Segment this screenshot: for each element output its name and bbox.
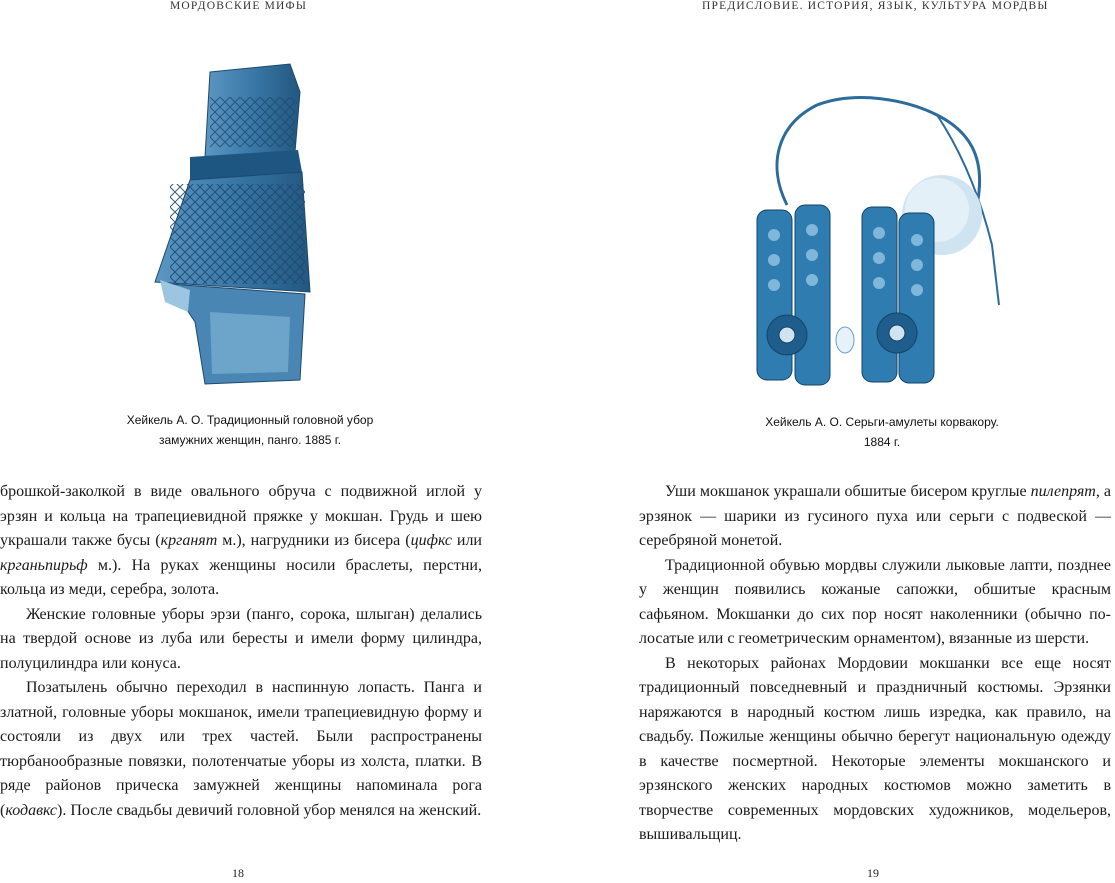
paragraph (0, 603, 482, 677)
paragraph (639, 480, 1111, 554)
text-run: или (451, 532, 482, 549)
text-run: м.), нагрудники из бисера ( (217, 532, 411, 549)
earrings-illustration (737, 95, 1027, 395)
running-head: МОРДОВСКИЕ МИФЫ (170, 0, 308, 12)
right-page (557, 0, 1115, 883)
italic-term: цифкс (410, 532, 452, 549)
text-run: Позатылень обычно переходил в наспинную лопасть. Панга и златной, головные уборы мокшанок, имели трапециевидную форму и состояли из двух или трех частей. Были распространены тюрбанообразные повязки, полотенчатые уборы из холста, платки. В ряде районов прическа замужней женщины напоминала рога ( (0, 679, 482, 819)
italic-term: крганьпирьф (0, 556, 88, 574)
text-run: Женские головные уборы эрзи (панго, сорока, шлыган) делались на твердой основе из луба или бересты и имели форму цилиндра, полуцилиндра или конуса. (0, 605, 482, 672)
page-number: 18 (232, 866, 244, 880)
caption-line-2: 1884 г. (863, 435, 901, 449)
running-head: ПРЕДИСЛОВИЕ. ИСТОРИЯ, ЯЗЫК, КУЛЬТУРА МОРДВЫ (702, 0, 1049, 12)
paragraph (0, 480, 482, 603)
paragraph (639, 652, 1111, 848)
headdress-panga-image (150, 62, 315, 392)
italic-term: пилепрят (1030, 483, 1096, 500)
caption-line-1: Хейкель А. О. Серьги-амулеты корвакору. (765, 415, 999, 429)
text-run: , а эрзянок — шарики из гусиного пуха или серьги с подвеской — серебряной монетой. (639, 483, 1111, 549)
figure-caption (737, 412, 1027, 452)
text-run: м.). На руках женщины носили браслеты, перстни, кольца из меди, серебра, золота. (0, 556, 482, 598)
page-number: 19 (867, 866, 879, 880)
text-run: Традиционной обувью мордвы служили лыковые лапти, позднее у женщин появились кожаные сапожки, обшитые красным сафьяном. Мокшанки до сих пор носят наколенники (обычно полосатые или с геометрическим орнаментом), вязанные из шерсти. (639, 556, 1111, 647)
italic-term: крганят (160, 532, 218, 549)
text-run: ). После свадьбы девичий головной убор менялся на женский. (57, 801, 482, 819)
caption-line-1: Хейкель А. О. Традиционный головной убор (126, 413, 374, 427)
text-run: В некоторых районах Мордовии мокшанки все еще носят традиционный повседневный и праздничный костюмы. Эрзянки наряжаются в народный костюм лишь изредка, как правило, на свадьбу. Пожилые женщины обычно берегут национальную одежду в качестве посмертной. Некоторые элементы мокшанского и эрзянского женских народных костюмов можно заметить в творчестве современных мордовских художников, модельеров, вышивальщиц. (639, 654, 1111, 843)
italic-term: кодавкс (5, 801, 58, 819)
text-run: Уши мокшанок украшали обшитые бисером круглые (665, 483, 1031, 500)
body-text (0, 480, 482, 823)
paragraph (0, 676, 482, 823)
headdress-illustration (150, 62, 315, 392)
paragraph (639, 554, 1111, 652)
left-page (0, 0, 557, 883)
text-run: брошкой-заколкой в виде овального обруча с подвижной иглой у эрзян и кольца на трапециевидной пряжке у мокшан. Грудь и шею украшали также бусы ( (0, 483, 482, 549)
figure-caption (100, 410, 400, 450)
body-text (639, 480, 1111, 848)
caption-line-2: замужних женщин, панго. 1885 г. (158, 433, 342, 447)
earrings-korvakoru-image (737, 95, 1027, 395)
